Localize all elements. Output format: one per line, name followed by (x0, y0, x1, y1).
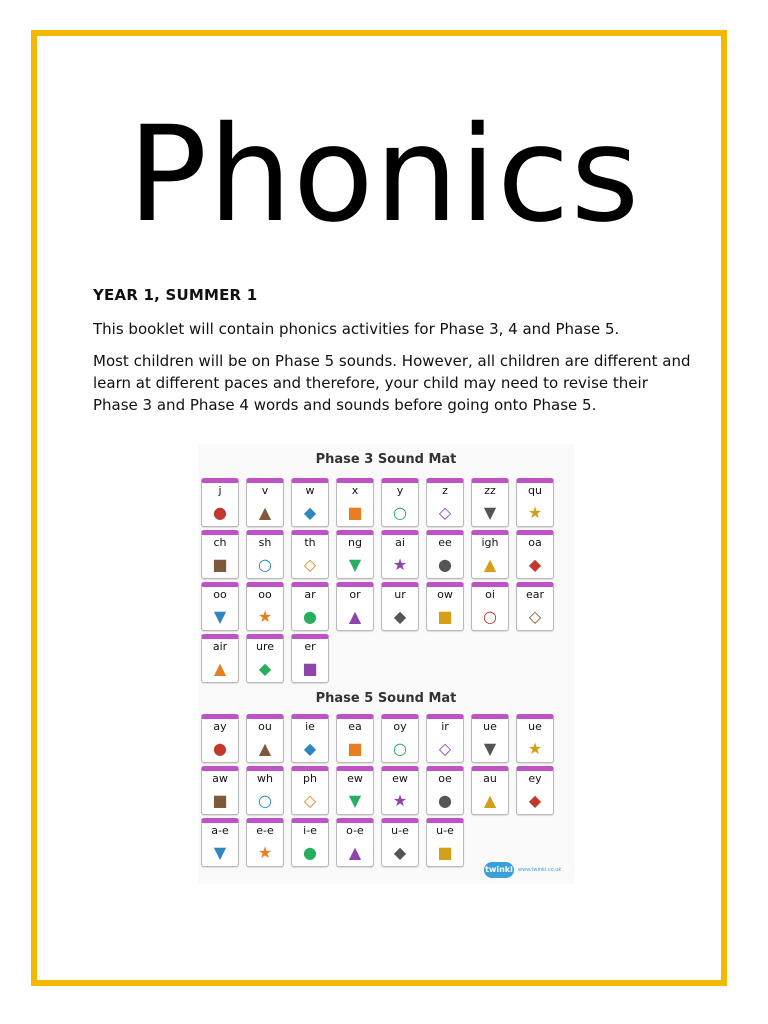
sound-label: ea (348, 720, 362, 733)
sound-label: ou (258, 720, 272, 733)
sound-card (516, 582, 554, 631)
sound-card (201, 582, 239, 631)
sound-picture-icon: ◇ (303, 555, 317, 574)
sound-label: air (212, 640, 228, 653)
sound-label: ai (395, 536, 405, 549)
sound-picture-icon: ★ (257, 843, 273, 862)
sound-label: w (305, 484, 315, 497)
sound-label: ch (213, 536, 227, 549)
sound-picture-icon: ▲ (258, 503, 272, 522)
sound-label: j (218, 484, 222, 497)
sound-label: sh (258, 536, 272, 549)
sound-card (246, 714, 284, 763)
sound-picture-icon: ▼ (483, 503, 497, 522)
sound-picture-icon: ▲ (348, 607, 362, 626)
sound-card (291, 714, 329, 763)
sound-picture-icon: ★ (257, 607, 273, 626)
sound-picture-icon: ▲ (483, 555, 497, 574)
sound-label: igh (481, 536, 499, 549)
sound-card (381, 530, 419, 579)
info-paragraph: Most children will be on Phase 5 sounds. However, all children are different and learn at different paces and therefore, your child may need to revise their Phase 3 and Phase 4 words and sounds before going onto Phase 5. (93, 352, 691, 414)
sound-card (516, 766, 554, 815)
sound-label: ar (304, 588, 316, 601)
sound-card (381, 818, 419, 867)
sound-picture-icon: ◆ (393, 843, 407, 862)
sound-picture-icon: ◆ (303, 503, 317, 522)
intro-paragraph: This booklet will contain phonics activities for Phase 3, 4 and Phase 5. (93, 320, 620, 338)
sound-label: au (483, 772, 497, 785)
sound-picture-icon: ● (303, 607, 317, 626)
sound-mat-image (198, 444, 574, 884)
sound-card (336, 582, 374, 631)
sound-picture-icon: ○ (393, 503, 407, 522)
sound-label: er (304, 640, 316, 653)
sound-picture-icon: ○ (393, 739, 407, 758)
sound-card (471, 478, 509, 527)
sound-picture-icon: ■ (437, 843, 453, 862)
sound-label: e-e (256, 824, 274, 837)
sound-card (336, 714, 374, 763)
sound-label: a-e (211, 824, 229, 837)
sound-label: ew (347, 772, 363, 785)
sound-card (516, 714, 554, 763)
sound-picture-icon: ★ (392, 791, 408, 810)
sound-card (471, 582, 509, 631)
sound-picture-icon: ▲ (348, 843, 362, 862)
sound-label: x (351, 484, 359, 497)
sound-card (201, 766, 239, 815)
sound-label: ph (303, 772, 317, 785)
sound-card (336, 766, 374, 815)
sound-label: u-e (391, 824, 409, 837)
sound-label: th (304, 536, 316, 549)
sound-label: i-e (303, 824, 317, 837)
sound-picture-icon: ● (213, 739, 227, 758)
sound-label: oi (485, 588, 495, 601)
sound-picture-icon: ◇ (438, 503, 452, 522)
sound-label: u-e (436, 824, 454, 837)
sound-card (291, 478, 329, 527)
sound-card (201, 818, 239, 867)
sound-label: ey (528, 772, 542, 785)
sound-card (246, 530, 284, 579)
sound-picture-icon: ■ (212, 791, 228, 810)
sound-picture-icon: ○ (483, 607, 497, 626)
sound-card (426, 582, 464, 631)
sound-label: ure (255, 640, 275, 653)
sound-card (246, 818, 284, 867)
twinkl-logo: twinkl (484, 862, 514, 878)
sound-label: ow (437, 588, 453, 601)
sound-card (246, 582, 284, 631)
sound-card (516, 478, 554, 527)
sound-card (246, 634, 284, 683)
sound-card (291, 766, 329, 815)
sound-label: oo (213, 588, 227, 601)
sound-label: ee (438, 536, 452, 549)
sound-picture-icon: ◆ (303, 739, 317, 758)
sound-picture-icon: ○ (258, 555, 272, 574)
sound-card (201, 478, 239, 527)
sound-label: oa (528, 536, 542, 549)
sound-label: wh (257, 772, 273, 785)
phase3-title: Phase 3 Sound Mat (315, 452, 457, 467)
sound-card (291, 530, 329, 579)
page-title: Phonics (127, 98, 641, 252)
sound-card (381, 478, 419, 527)
intro-text (93, 286, 693, 426)
sound-picture-icon: ▲ (258, 739, 272, 758)
sound-picture-icon: ◇ (438, 739, 452, 758)
sound-picture-icon: ▲ (483, 791, 497, 810)
sound-card (336, 818, 374, 867)
sound-label: ir (441, 720, 449, 733)
sound-label: oo (258, 588, 272, 601)
sound-card (336, 530, 374, 579)
sound-picture-icon: ▼ (213, 607, 227, 626)
sound-picture-icon: ◆ (528, 791, 542, 810)
sound-card (381, 714, 419, 763)
year-heading: YEAR 1, SUMMER 1 (93, 286, 258, 304)
sound-card (471, 714, 509, 763)
sound-label: ue (483, 720, 497, 733)
sound-picture-icon: ● (303, 843, 317, 862)
sound-card (246, 478, 284, 527)
sound-picture-icon: ▼ (348, 791, 362, 810)
sound-picture-icon: ◆ (528, 555, 542, 574)
sound-picture-icon: ● (438, 791, 452, 810)
sound-card (426, 766, 464, 815)
sound-picture-icon: ★ (392, 555, 408, 574)
sound-card (381, 766, 419, 815)
sound-picture-icon: ■ (437, 607, 453, 626)
sound-picture-icon: ● (213, 503, 227, 522)
phase5-title: Phase 5 Sound Mat (315, 691, 457, 706)
sound-card (471, 766, 509, 815)
sound-card (291, 634, 329, 683)
sound-card (381, 582, 419, 631)
sound-label: aw (212, 772, 228, 785)
sound-picture-icon: ★ (527, 739, 543, 758)
sound-card (426, 818, 464, 867)
sound-label: ear (525, 588, 545, 601)
sound-picture-icon: ◇ (528, 607, 542, 626)
sound-picture-icon: ● (438, 555, 452, 574)
sound-picture-icon: ■ (212, 555, 228, 574)
sound-label: zz (484, 484, 496, 497)
sound-label: oe (438, 772, 452, 785)
sound-label: ng (348, 536, 362, 549)
sound-picture-icon: ◆ (258, 659, 272, 678)
sound-picture-icon: ▼ (483, 739, 497, 758)
sound-card (336, 478, 374, 527)
sound-picture-icon: ○ (258, 791, 272, 810)
sound-card (426, 478, 464, 527)
sound-label: qu (528, 484, 542, 497)
sound-label: v (261, 484, 269, 497)
sound-label: ue (528, 720, 542, 733)
sound-picture-icon: ■ (347, 503, 363, 522)
sound-card (471, 530, 509, 579)
sound-picture-icon: ◇ (303, 791, 317, 810)
sound-card (426, 530, 464, 579)
sound-label: ew (392, 772, 408, 785)
sound-card (291, 818, 329, 867)
sound-picture-icon: ▼ (348, 555, 362, 574)
sound-card (246, 766, 284, 815)
sound-picture-icon: ▼ (213, 843, 227, 862)
sound-card (201, 530, 239, 579)
sound-card (201, 714, 239, 763)
sound-picture-icon: ■ (347, 739, 363, 758)
twinkl-url: www.twinkl.co.uk (518, 867, 562, 873)
sound-picture-icon: ■ (302, 659, 318, 678)
sound-card (516, 530, 554, 579)
sound-label: z (442, 484, 448, 497)
sound-picture-icon: ◆ (393, 607, 407, 626)
sound-label: y (396, 484, 404, 497)
sound-label: o-e (346, 824, 364, 837)
sound-card (201, 634, 239, 683)
sound-picture-icon: ▲ (213, 659, 227, 678)
sound-label: or (349, 588, 361, 601)
sound-label: ur (394, 588, 406, 601)
sound-label: ie (305, 720, 315, 733)
sound-card (291, 582, 329, 631)
sound-card (426, 714, 464, 763)
sound-label: oy (393, 720, 407, 733)
sound-picture-icon: ★ (527, 503, 543, 522)
sound-label: ay (213, 720, 227, 733)
